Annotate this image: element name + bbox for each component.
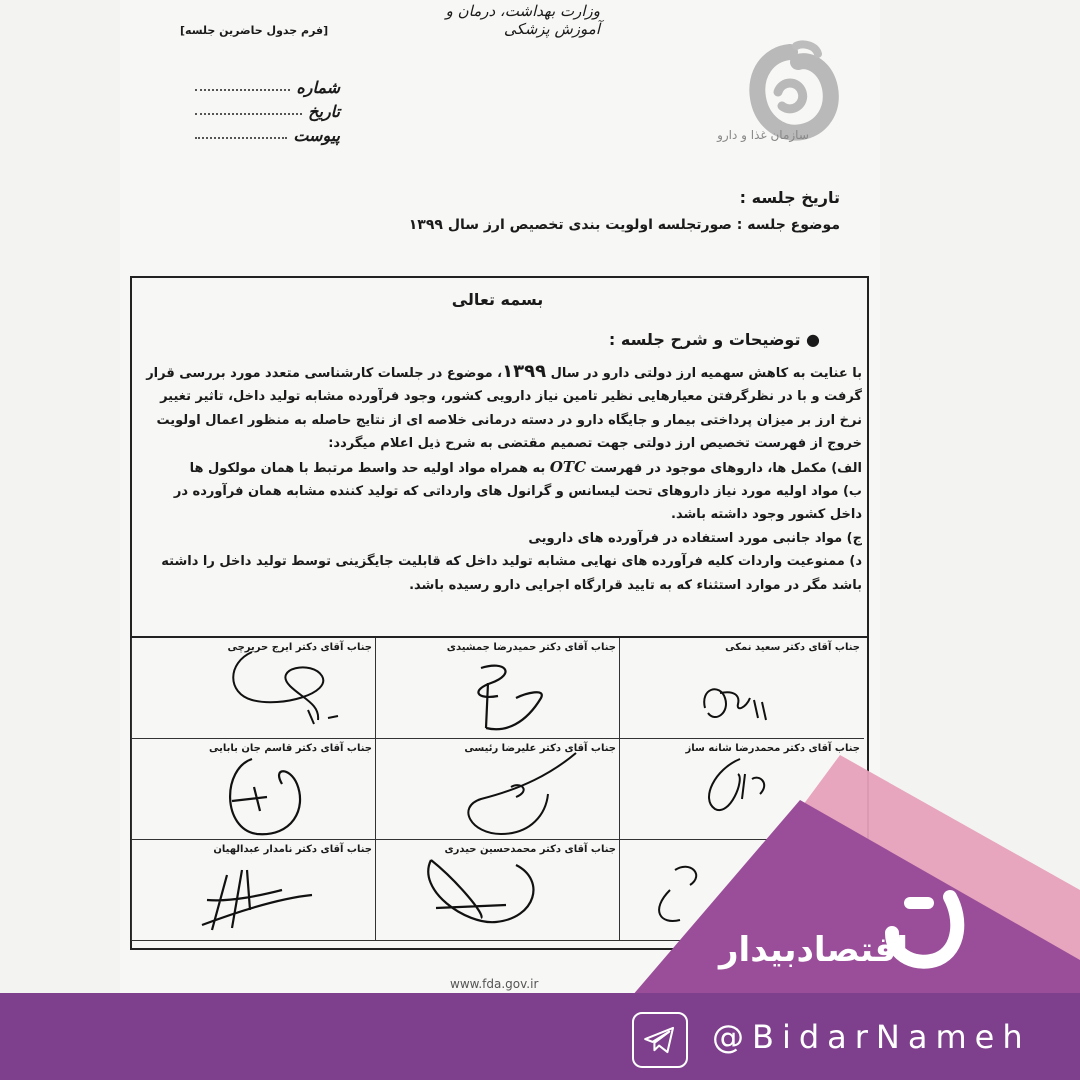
topic-value: صورتجلسه اولویت بندی تخصیص ارز سال ۱۳۹۹ — [408, 217, 732, 233]
attachment-label: پیوست — [293, 126, 340, 145]
item-a-otc: OTC — [549, 457, 587, 476]
meeting-date: تاریخ جلسه : — [739, 188, 840, 207]
number-label: شماره — [296, 78, 340, 97]
signatory-name: جناب آقای دکتر حمیدرضا جمشیدی — [446, 642, 616, 653]
basmala: بسمه تعالی — [451, 290, 544, 309]
signatory-name: جناب آقای دکتر ایرج حریرچی — [227, 642, 372, 653]
topic-label: موضوع جلسه : — [736, 217, 840, 233]
intro-text-2: ، موضوع در جلسات کارشناسی متعدد مورد بررسی قرار گرفت و با در نظرگرفتن معیارهایی نظیر تامین نیاز دارویی کشور، وجود فرآورده مشابه تولید داخل، تاثیر تغییر نرخ ارز بر میزان پرداختی بیمار و جایگاه دارو در دسته درمانی خلاصه ای از نتایج حاصله به منظور اعمال اولویت خروج از فهرست تخصیص ارز دولتی جهت تصمیم مقتضی به شرح ذیل اعلام میگردد: — [146, 366, 862, 452]
signatory-name: جناب آقای دکتر محمدحسین حیدری — [444, 844, 616, 855]
ministry-header: وزارت بهداشت، درمان و آموزش پزشکی — [445, 2, 600, 38]
brand-name: اقتصادبیدار — [718, 930, 908, 970]
intro-text-1: با عنایت به کاهش سهمیه ارز دولتی دارو در سال — [550, 366, 862, 381]
telegram-button[interactable] — [632, 1012, 688, 1068]
item-b: ب) مواد اولیه مورد نیاز داروهای تحت لیسانس و گرانول های وارداتی که تولید کننده مشابه همان فرآورده در داخل کشور وجود داشته باشد. — [173, 484, 862, 523]
signatory-name: جناب آقای دکتر نامدار عبدالهیان — [213, 844, 372, 855]
website-footer: www.fda.gov.ir — [450, 977, 539, 991]
org-name: سازمان غذا و دارو — [717, 128, 809, 142]
year-value: ۱۳۹۹ — [502, 361, 547, 382]
item-d: د) ممنوعیت واردات کلیه فرآورده های نهایی مشابه تولید داخل که قابلیت جایگزینی توسط تولید داخل را داشته باشد مگر در موارد استثناء که به تایید قرارگاه اجرایی دارو رسیده باشد. — [161, 554, 862, 593]
item-a-text-2: به همراه مواد اولیه حد واسط مرتبط با همان مولکول ها — [189, 460, 546, 476]
signatory-name: جناب آقای دکتر سعید نمکی — [725, 642, 860, 653]
section-title: ● توضیحات و شرح جلسه : — [608, 330, 820, 349]
date-label: تاریخ — [308, 102, 340, 121]
telegram-icon — [634, 1014, 686, 1066]
signatory-name: جناب آقای دکتر قاسم جان بابایی — [208, 743, 372, 754]
section-title-text: توضیحات و شرح جلسه : — [608, 330, 801, 349]
social-handle: @BidarNameh — [712, 1018, 1031, 1056]
item-c: ج) مواد جانبی مورد استفاده در فرآورده های دارویی — [528, 530, 862, 546]
item-a-text-1: الف) مکمل ها، داروهای موجود در فهرست — [590, 460, 862, 476]
signatory-name: جناب آقای دکتر محمدرضا شانه ساز — [685, 743, 860, 754]
signatory-name: جناب آقای دکتر علیرضا رئیسی — [464, 743, 616, 754]
form-label: [فرم جدول حاضرین جلسه] — [180, 24, 329, 37]
